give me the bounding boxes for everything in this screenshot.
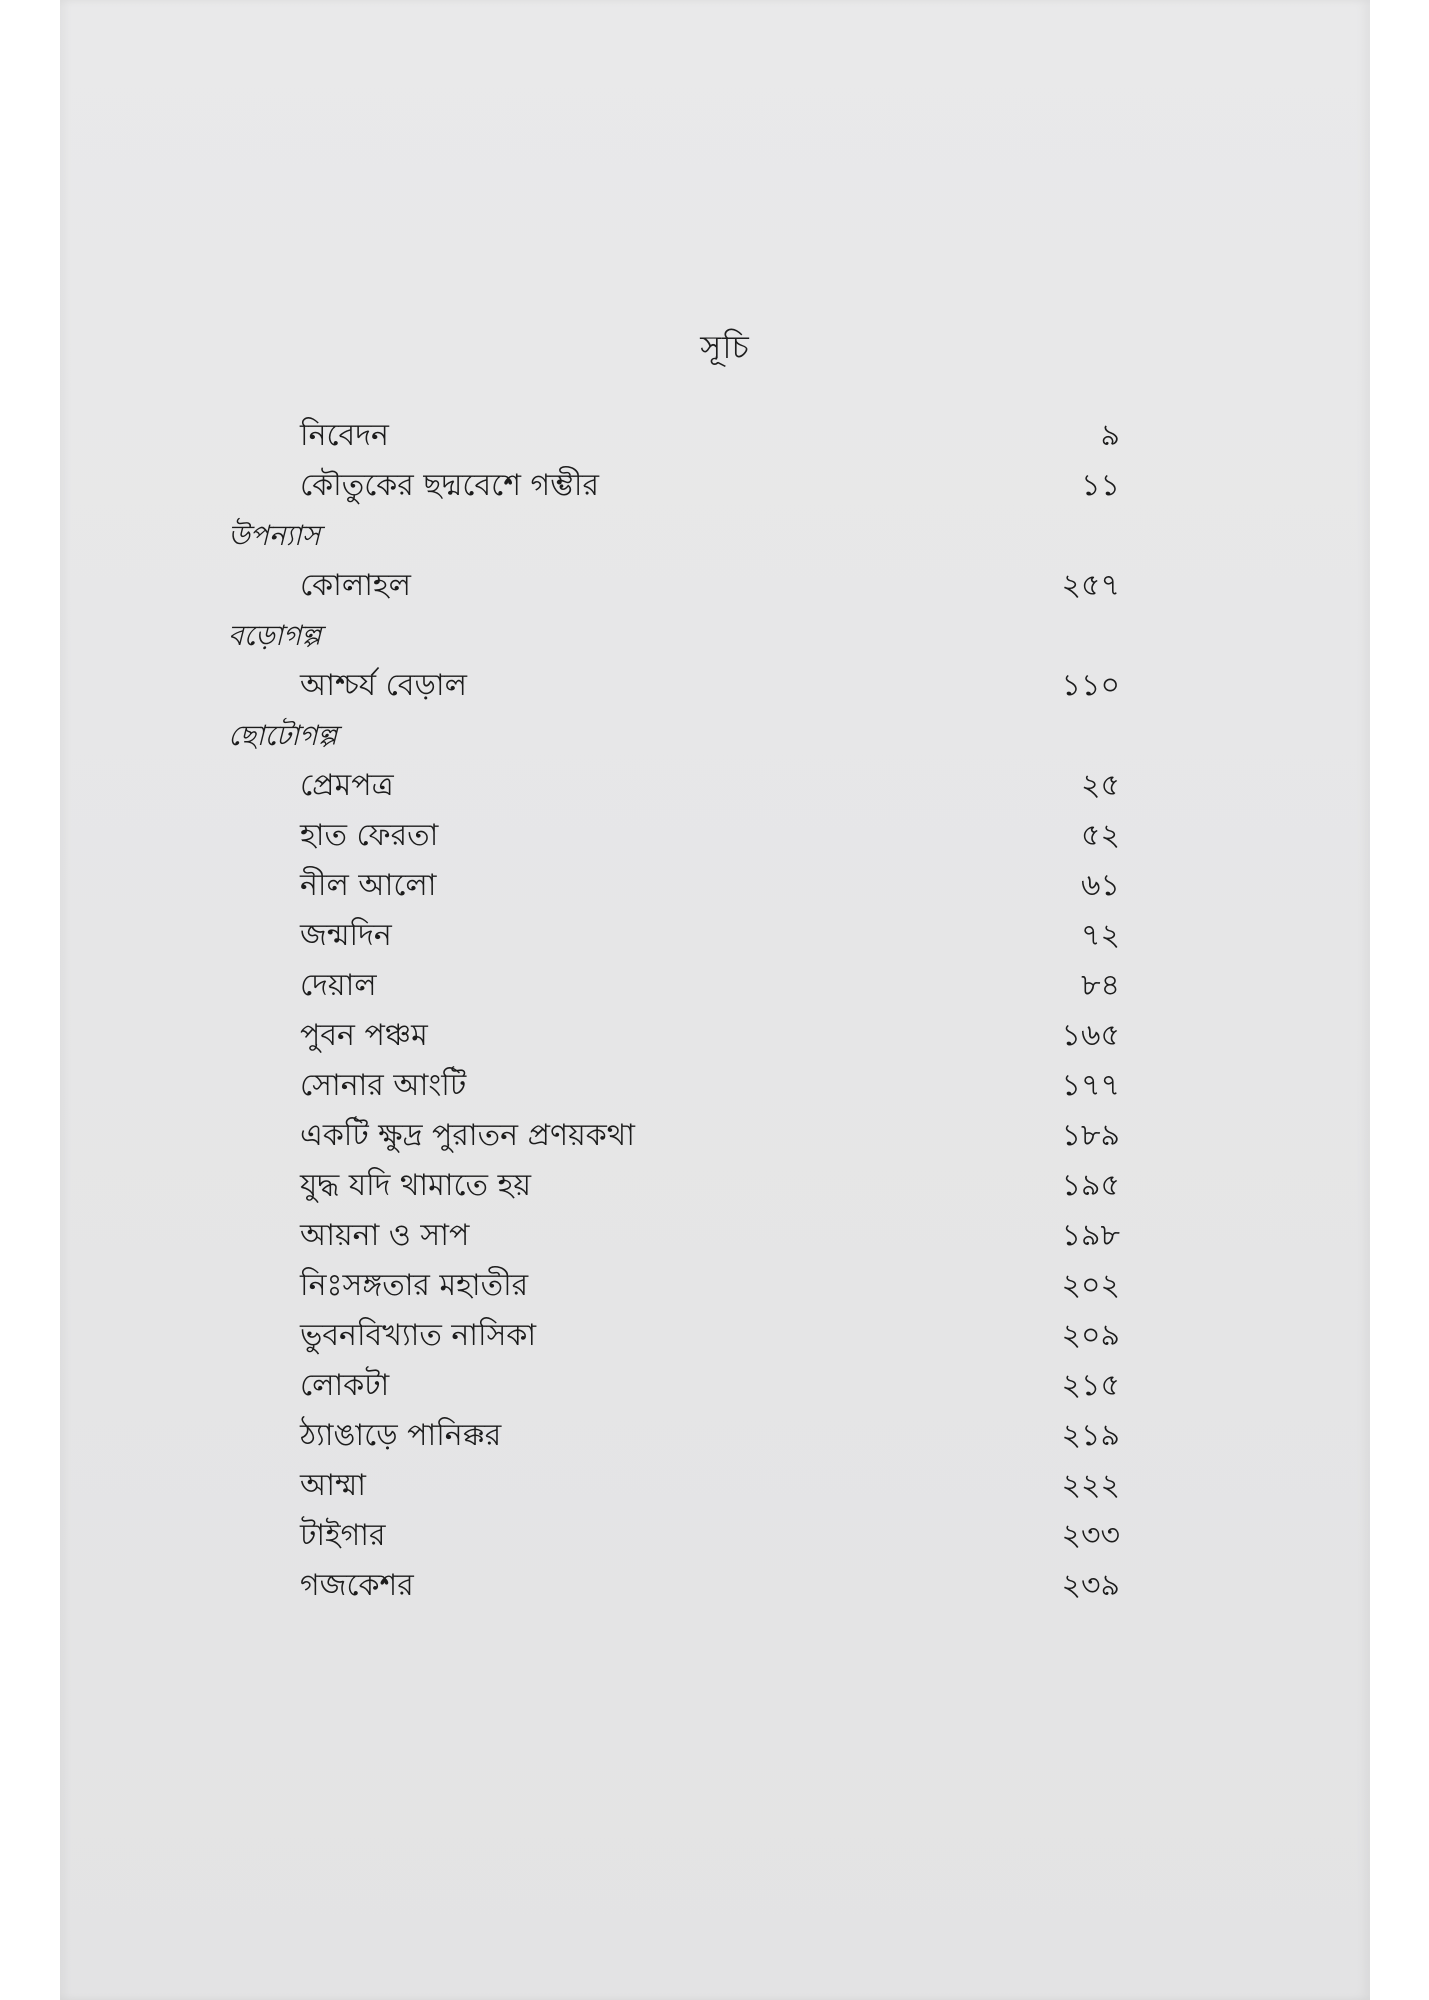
entry-title: লোকটা [300,1368,390,1403]
entry-page-number: ৭২ [1080,918,1120,953]
toc-entry [60,410,1370,460]
entry-title: পুবন পঞ্চম [300,1018,428,1053]
toc-entry [60,1410,1370,1460]
entry-title: যুদ্ধ যদি থামাতে হয় [300,1168,532,1203]
entry-page-number: ২০২ [1061,1268,1120,1303]
page-heading: সূচি [700,328,750,366]
entry-page-number: ২০৯ [1061,1318,1120,1353]
section-title: বড়োগল্প [228,619,322,652]
entry-title: একটি ক্ষুদ্র পুরাতন প্রণয়কথা [300,1118,635,1153]
toc-entry [60,1560,1370,1610]
section-title: ছোটোগল্প [228,719,338,752]
toc-entry [60,1010,1370,1060]
entry-title: হাত ফেরতা [300,818,439,853]
entry-title: প্রেমপত্র [300,768,394,803]
toc-section-heading [60,510,1370,560]
entry-title: কৌতুকের ছদ্মবেশে গম্ভীর [300,468,599,503]
entry-page-number: ১৮৯ [1061,1118,1120,1153]
entry-page-number: ৫২ [1081,818,1120,853]
entry-page-number: ২১৫ [1061,1368,1120,1403]
entry-title: নীল আলো [300,868,437,903]
entry-title: আশ্চর্য বেড়াল [300,668,467,703]
toc-entry [60,910,1370,960]
entry-title: গজকেশর [300,1568,414,1603]
toc-entry [60,1310,1370,1360]
toc-entry [60,1460,1370,1510]
toc-section-heading [60,610,1370,660]
toc-entry [60,1160,1370,1210]
book-page [60,0,1370,2000]
entry-page-number: ২১৯ [1061,1418,1120,1453]
entry-page-number: ৯ [1100,418,1120,453]
entry-page-number: ১৬৫ [1061,1018,1120,1053]
table-of-contents [60,410,1370,1610]
entry-title: টাইগার [300,1518,386,1553]
toc-entry [60,1060,1370,1110]
entry-page-number: ২৩৩ [1061,1518,1120,1553]
entry-title: নিঃসঙ্গতার মহাতীর [300,1268,529,1303]
entry-title: আম্মা [300,1468,366,1503]
toc-entry [60,460,1370,510]
toc-section-heading [60,710,1370,760]
toc-entry [60,1510,1370,1560]
toc-entry [60,1360,1370,1410]
entry-page-number: ২৫ [1081,768,1120,803]
toc-entry [60,1110,1370,1160]
entry-page-number: ১১০ [1061,668,1120,703]
entry-page-number: ৬১ [1081,868,1120,903]
toc-entry [60,1210,1370,1260]
toc-entry [60,560,1370,610]
entry-page-number: ১৯৮ [1061,1218,1120,1253]
entry-page-number: ১৯৫ [1061,1168,1120,1203]
entry-title: জন্মদিন [300,918,392,953]
entry-title: কোলাহল [300,568,412,603]
toc-entry [60,660,1370,710]
entry-page-number: ২২২ [1061,1468,1120,1503]
entry-page-number: ১৭৭ [1061,1068,1120,1103]
entry-title: ঠ্যাঙাড়ে পানিক্কর [300,1418,502,1453]
entry-page-number: ২৩৯ [1061,1568,1120,1603]
entry-page-number: ১১ [1081,468,1120,503]
toc-entry [60,960,1370,1010]
entry-title: ভুবনবিখ্যাত নাসিকা [300,1318,537,1353]
entry-title: দেয়াল [300,968,377,1003]
entry-page-number: ৮৪ [1081,968,1120,1003]
toc-entry [60,1260,1370,1310]
entry-page-number: ২৫৭ [1061,568,1120,603]
toc-entry [60,760,1370,810]
toc-entry [60,860,1370,910]
section-title: উপন্যাস [228,519,321,552]
entry-title: নিবেদন [300,418,389,453]
entry-title: সোনার আংটি [300,1068,467,1103]
entry-title: আয়না ও সাপ [300,1218,470,1253]
toc-entry [60,810,1370,860]
